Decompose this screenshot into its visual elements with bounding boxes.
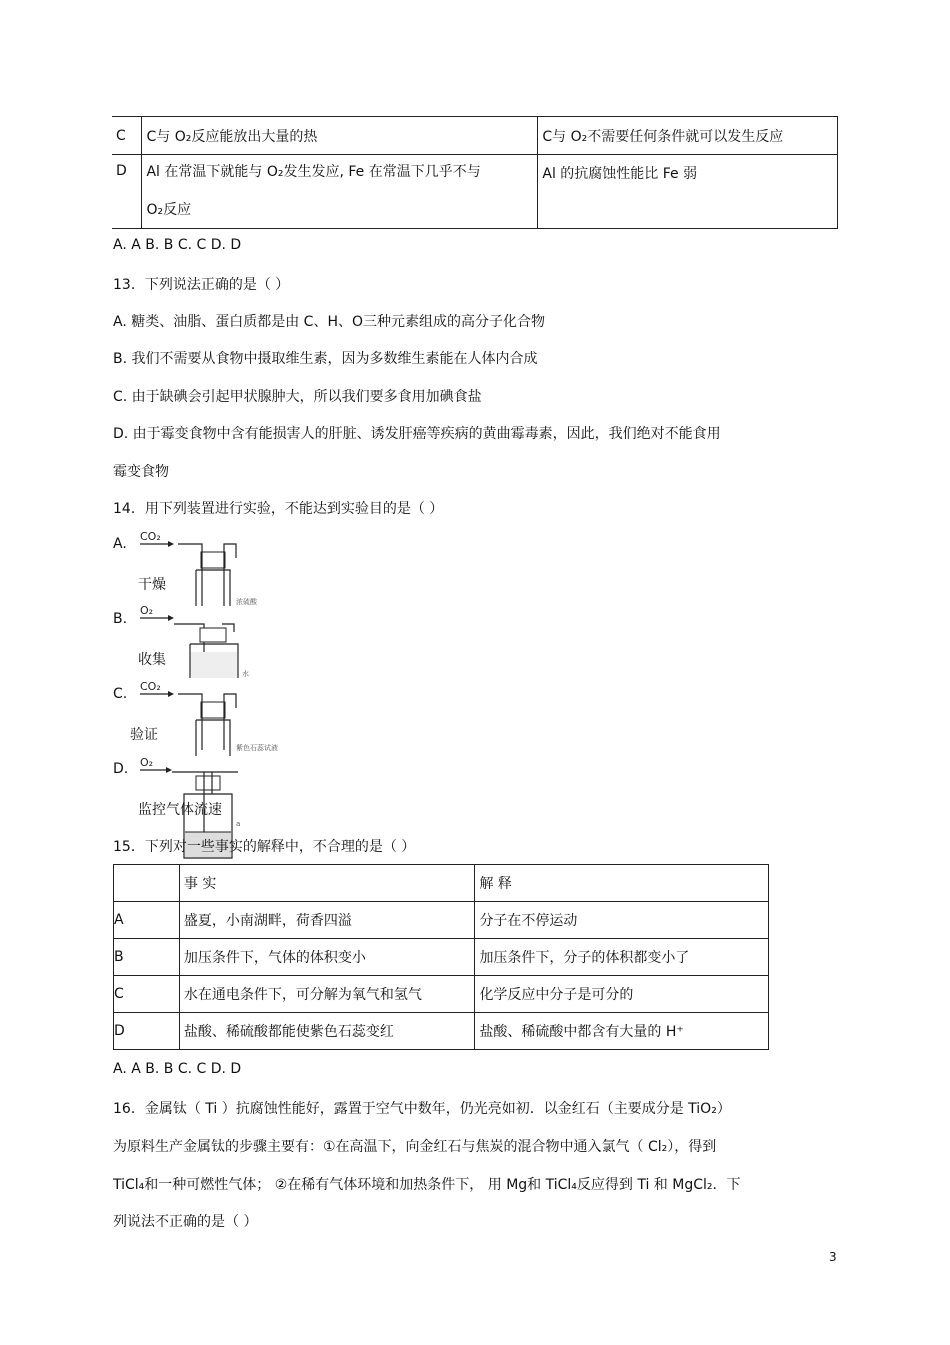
fact-line-1: Al 在常温下就能与 O₂发生发应, Fe 在常温下几乎不与 bbox=[146, 164, 481, 180]
q14-option-c-label: 验证 bbox=[130, 727, 158, 743]
q16-line-3: TiCl₄和一种可燃性气体； ②在稀有气体环境和加热条件下， 用 Mg和 TiCl₄反应得到 Ti 和 MgCl₂．下 bbox=[113, 1177, 741, 1193]
q13-stem: 13．下列说法正确的是（ ） bbox=[113, 277, 290, 293]
reason-cell: 盐酸、稀硫酸中都含有大量的 H⁺ bbox=[475, 1013, 769, 1050]
q16-line-1: 16．金属钛（ Ti ）抗腐蚀性能好，露置于空气中数年，仍光亮如初．以金红石（主要成分是 TiO₂） bbox=[113, 1101, 731, 1117]
q13-option-d: D. 由于霉变食物中含有能损害人的肝脏、诱发肝癌等疾病的黄曲霉毒素，因此，我们绝对不能食用 bbox=[113, 426, 721, 442]
table-row bbox=[112, 155, 838, 229]
fact-cell: 加压条件下，气体的体积变小 bbox=[179, 939, 475, 976]
q16-line-2: 为原料生产金属钛的步骤主要有：①在高温下，向金红石与焦炭的混合物中通入氯气（ Cl₂），得到 bbox=[113, 1139, 717, 1155]
option-letter: C bbox=[112, 117, 142, 155]
q13-option-d-cont: 霉变食物 bbox=[113, 464, 169, 480]
reason-cell: 化学反应中分子是可分的 bbox=[475, 976, 769, 1013]
q13-option-c: C. 由于缺碘会引起甲状腺肿大，所以我们要多食用加碘食盐 bbox=[113, 389, 482, 405]
gas-label: CO₂ bbox=[140, 530, 161, 543]
reagent-label: 水 bbox=[242, 670, 249, 678]
verification-apparatus-icon bbox=[138, 678, 278, 756]
q15-stem: 15．下列对一些事实的解释中，不合理的是（ ） bbox=[113, 839, 416, 855]
gas-label: CO₂ bbox=[140, 680, 161, 693]
table-row bbox=[114, 902, 769, 939]
q14-option-b-letter: B. bbox=[113, 611, 128, 627]
page-number: 3 bbox=[829, 1250, 837, 1264]
fact-cell: 盐酸、稀硫酸都能使紫色石蕊变红 bbox=[179, 1013, 475, 1050]
reason-cell: 加压条件下，分子的体积都变小了 bbox=[475, 939, 769, 976]
option-letter: B bbox=[114, 939, 180, 976]
option-letter: D bbox=[112, 155, 142, 229]
reagent-label: 紫色石蕊试液 bbox=[236, 744, 278, 752]
svg-text:a: a bbox=[236, 820, 241, 828]
collection-apparatus-icon bbox=[138, 602, 278, 678]
reason-cell: C与 O₂不需要任何条件就可以发生反应 bbox=[538, 117, 838, 155]
reason-cell: 分子在不停运动 bbox=[475, 902, 769, 939]
table-header-row bbox=[114, 865, 769, 902]
option-letter: A bbox=[114, 902, 180, 939]
table-row bbox=[114, 976, 769, 1013]
fact-cell: 水在通电条件下，可分解为氧气和氢气 bbox=[179, 976, 475, 1013]
q12-table bbox=[112, 116, 838, 229]
fact-cell: C与 O₂反应能放出大量的热 bbox=[142, 117, 538, 155]
q16-line-4: 列说法不正确的是（ ） bbox=[113, 1214, 258, 1230]
table-row bbox=[112, 117, 838, 155]
q14-option-c-letter: C. bbox=[113, 686, 128, 702]
q15-table bbox=[113, 864, 769, 1050]
gas-label: O₂ bbox=[140, 604, 154, 617]
q13-option-b: B. 我们不需要从食物中摄取维生素，因为多数维生素能在人体内合成 bbox=[113, 351, 538, 367]
drying-apparatus-icon bbox=[138, 528, 278, 606]
reagent-label: 浓硫酸 bbox=[236, 598, 257, 606]
q14-stem: 14．用下列装置进行实验，不能达到实验目的是（ ） bbox=[113, 501, 444, 517]
reason-cell: Al 的抗腐蚀性能比 Fe 弱 bbox=[538, 155, 838, 229]
q14-option-a-label: 干燥 bbox=[138, 577, 166, 593]
table-row bbox=[114, 939, 769, 976]
q14-option-a-letter: A. bbox=[113, 536, 127, 552]
q15-choices: A. A B. B C. C D. D bbox=[113, 1061, 242, 1077]
fact-cell bbox=[142, 155, 538, 229]
table-row bbox=[114, 1013, 769, 1050]
q14-option-d-label: 监控气体流速 bbox=[138, 802, 222, 818]
q14-option-b-label: 收集 bbox=[138, 652, 166, 668]
q14-option-d-letter: D. bbox=[113, 761, 129, 777]
option-letter: D bbox=[114, 1013, 180, 1050]
fact-line-2: O₂反应 bbox=[146, 202, 192, 218]
gas-label: O₂ bbox=[140, 756, 154, 769]
header-fact: 事 实 bbox=[179, 865, 475, 902]
header-reason: 解 释 bbox=[475, 865, 769, 902]
q13-option-a: A. 糖类、油脂、蛋白质都是由 C、H、O三种元素组成的高分子化合物 bbox=[113, 314, 546, 330]
fact-cell: 盛夏，小南湖畔，荷香四溢 bbox=[179, 902, 475, 939]
option-letter: C bbox=[114, 976, 180, 1013]
q12-choices: A. A B. B C. C D. D bbox=[113, 237, 242, 253]
